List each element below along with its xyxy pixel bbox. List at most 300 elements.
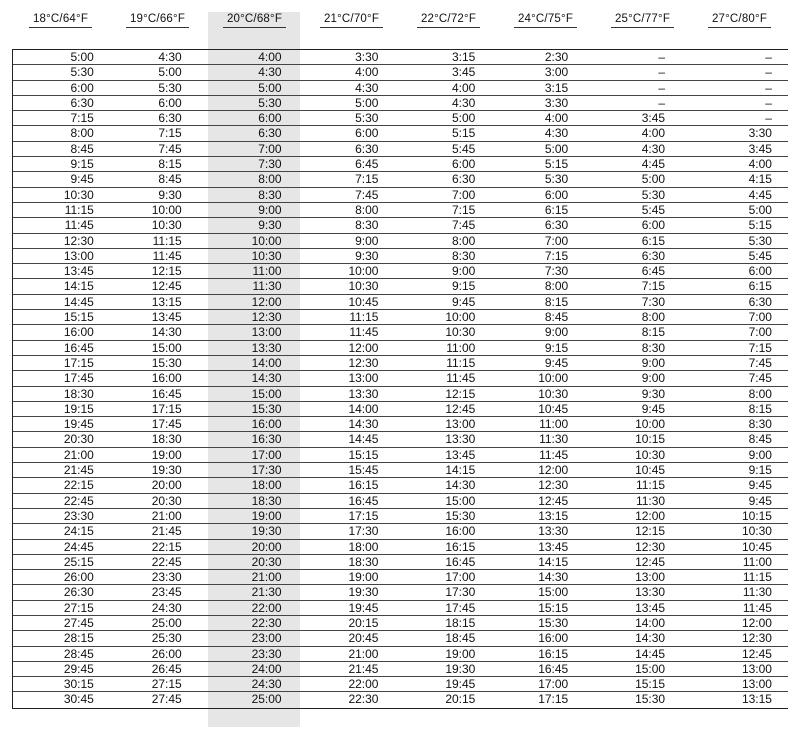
table-cell: 14:30 [348,417,379,432]
table-cell: 16:15 [348,478,379,493]
table-cell: 9:45 [544,355,569,370]
table-row [13,509,788,524]
table-cell: 15:00 [635,661,666,676]
table-cell: 5:30 [70,65,94,80]
table-cell: 13:30 [635,585,666,600]
table-cell: 11:15 [635,478,666,493]
table-cell: 8:15 [748,401,772,416]
table-cell: 10:30 [348,279,379,294]
table-cell: 12:30 [348,355,379,370]
table-cell: 27:15 [151,677,182,692]
table-row [13,371,788,386]
table-cell: 7:15 [641,279,666,294]
table-cell: 17:30 [251,463,282,478]
table-cell: 14:15 [445,463,476,478]
table-cell: 6:00 [641,218,666,233]
table-cell: 22:00 [348,677,379,692]
table-row [13,341,788,356]
table-cell: 4:30 [452,95,476,110]
table-cell: 7:15 [544,248,569,263]
table-cell: 5:15 [544,157,569,172]
header-cell [400,12,497,28]
table-cell: 6:30 [355,141,379,156]
table-cell: 12:45 [538,493,569,508]
table-cell: 10:30 [635,447,666,462]
table-cell: 21:45 [348,661,379,676]
table-row [13,356,788,371]
table-cell: 10:00 [445,310,476,325]
table-cell: 24:30 [251,677,282,692]
table-cell: 11:15 [152,233,182,248]
table-cell: 3:15 [452,50,476,64]
table-row [13,310,788,325]
table-cell: 22:30 [348,692,379,707]
table-row [13,50,788,65]
table-cell: 5:00 [158,65,182,80]
table-cell: 15:15 [348,447,379,462]
table-cell: 11:30 [635,493,666,508]
table-cell: 20:15 [348,615,379,630]
table-cell: 8:00 [544,279,569,294]
table-cell: 5:45 [452,141,476,156]
table-cell: 19:30 [348,585,379,600]
table-cell: 19:30 [151,463,182,478]
table-cell: 16:00 [538,631,569,646]
table-row [13,157,788,172]
table-cell: 7:00 [748,325,772,340]
table-cell: 11:15 [446,355,476,370]
table-cell: 16:45 [538,661,569,676]
table-cell: 15:00 [445,493,476,508]
table-cell: 3:45 [748,141,772,156]
table-cell: 16:45 [445,554,476,569]
table-row [13,540,788,555]
table-row [13,218,788,233]
table-cell: 21:00 [348,646,379,661]
table-row [13,188,788,203]
table-row [13,126,788,141]
table-cell: 5:00 [355,95,379,110]
table-row [13,264,788,279]
table-cell: 23:30 [251,646,282,661]
table-cell: 22:45 [63,493,94,508]
table-cell: 6:30 [641,248,666,263]
table-cell: 15:30 [445,508,476,523]
table-row [13,81,788,96]
table-cell: 18:00 [251,478,282,493]
table-cell: 6:30 [258,126,282,141]
table-cell: 20:15 [445,692,476,707]
table-cell: 5:30 [258,95,282,110]
table-cell: 8:00 [748,386,772,401]
table-cell: 14:15 [63,279,94,294]
table-cell: 3:45 [452,65,476,80]
table-cell: 6:30 [452,172,476,187]
table-cell: 7:30 [544,264,569,279]
table-cell: 5:30 [158,80,182,95]
table-cell: – [765,50,772,64]
table-cell: 9:00 [544,325,569,340]
table-cell: 13:45 [151,310,182,325]
table-cell: 6:15 [641,233,666,248]
table-cell: 24:30 [151,600,182,615]
table-row [13,142,788,157]
table-cell: 7:45 [452,218,476,233]
table-cell: 11:15 [64,202,94,217]
table-cell: 8:30 [258,187,282,202]
table-cell: 12:30 [251,310,282,325]
table-cell: 12:00 [741,615,772,630]
table-cell: 15:00 [151,340,182,355]
table-cell: 11:45 [742,600,772,615]
table-cell: 6:45 [641,264,666,279]
table-cell: 14:00 [251,355,282,370]
table-cell: 21:30 [251,585,282,600]
table-cell: 15:30 [538,615,569,630]
table-cell: 11:45 [539,447,569,462]
table-cell: 28:45 [63,646,94,661]
table-row [13,96,788,111]
table-cell: 8:15 [544,294,569,309]
table-cell: 14:45 [635,646,666,661]
table-cell: 17:00 [445,570,476,585]
table-cell: 19:30 [251,524,282,539]
table-cell: 6:00 [355,126,379,141]
table-cell: 13:30 [348,386,379,401]
table-cell: 16:00 [63,325,94,340]
table-cell: 15:15 [63,310,94,325]
table-cell: 19:15 [63,401,94,416]
table-cell: 10:45 [348,294,379,309]
table-cell: 26:00 [63,570,94,585]
table-row [13,478,788,493]
table-cell: 10:30 [445,325,476,340]
table-cell: 17:45 [151,417,182,432]
table-cell: 13:00 [741,677,772,692]
header-cell [303,12,400,28]
table-cell: 10:00 [251,233,282,248]
table-cell: 10:30 [741,524,772,539]
table-cell: – [765,80,772,95]
table-row [13,387,788,402]
table-cell: 24:15 [63,524,94,539]
table-cell: 20:00 [251,539,282,554]
table-cell: 22:00 [251,600,282,615]
table-cell: 6:00 [70,80,94,95]
time-temperature-table [12,12,788,709]
table-row [13,432,788,447]
table-cell: 6:15 [544,202,569,217]
table-cell: 13:15 [741,692,772,707]
table-cell: 14:15 [538,554,569,569]
table-cell: 4:00 [452,80,476,95]
table-cell: 9:30 [641,386,666,401]
table-cell: 16:15 [538,646,569,661]
table-cell: 8:30 [748,417,772,432]
table-cell: 6:30 [544,218,569,233]
header-cell [691,12,788,28]
table-cell: 5:15 [452,126,476,141]
table-cell: 7:15 [158,126,182,141]
table-cell: 19:30 [445,661,476,676]
table-cell: 14:30 [445,478,476,493]
table-cell: 10:15 [741,508,772,523]
header-18c: 18°C/64°F [29,12,92,28]
table-cell: 15:15 [635,677,666,692]
table-cell: 7:30 [258,157,282,172]
table-row [13,463,788,478]
table-cell: 12:15 [635,524,666,539]
table-cell: 7:00 [258,141,282,156]
table-cell: 13:45 [538,539,569,554]
table-cell: 20:30 [63,432,94,447]
table-cell: 4:00 [748,157,772,172]
table-cell: 23:45 [151,585,182,600]
table-cell: 14:30 [538,570,569,585]
header-27c: 27°C/80°F [708,12,771,28]
table-cell: 15:30 [151,355,182,370]
table-cell: 5:00 [641,172,666,187]
header-20c: 20°C/68°F [223,12,286,28]
table-cell: 9:45 [748,493,772,508]
table-cell: 4:00 [544,111,569,126]
table-cell: 11:15 [742,570,772,585]
table-cell: 10:30 [251,248,282,263]
table-cell: 12:45 [445,401,476,416]
table-cell: 12:00 [348,340,379,355]
table-cell: – [765,95,772,110]
table-cell: 8:00 [452,233,476,248]
table-cell: 6:00 [452,157,476,172]
table-cell: 4:00 [258,50,282,64]
table-cell: 14:00 [348,401,379,416]
table-cell: 17:00 [538,677,569,692]
table-cell: 26:30 [63,585,94,600]
table-cell: 6:30 [70,95,94,110]
table-cell: 18:15 [445,615,476,630]
table-cell: 9:00 [258,202,282,217]
table-row [13,295,788,310]
table-cell: 5:30 [748,233,772,248]
table-cell: 8:30 [452,248,476,263]
table-cell: 10:30 [63,187,94,202]
table-cell: 4:45 [641,157,666,172]
table-cell: 9:15 [544,340,569,355]
table-cell: 3:45 [641,111,666,126]
table-cell: 13:45 [635,600,666,615]
table-cell: 5:15 [748,218,772,233]
table-cell: 7:15 [452,202,476,217]
table-row [13,692,788,707]
table-cell: 11:30 [539,432,569,447]
table-cell: 14:45 [63,294,94,309]
table-cell: 8:45 [544,310,569,325]
table-cell: 28:15 [63,631,94,646]
table-cell: 25:15 [63,554,94,569]
table-cell: 7:15 [355,172,379,187]
table-cell: 8:15 [158,157,182,172]
table-cell: 11:45 [152,248,182,263]
table-row [13,279,788,294]
table-cell: 17:45 [445,600,476,615]
table-cell: 4:00 [641,126,666,141]
table-cell: 23:00 [251,631,282,646]
table-row [13,601,788,616]
table-cell: 22:30 [251,615,282,630]
table-cell: 7:15 [748,340,772,355]
table-cell: 21:00 [151,508,182,523]
table-cell: 26:00 [151,646,182,661]
table-cell: 30:45 [63,692,94,707]
table-cell: 12:15 [445,386,476,401]
table-cell: 19:00 [251,508,282,523]
table-row [13,249,788,264]
table-cell: 17:15 [538,692,569,707]
table-cell: 25:00 [151,615,182,630]
table-cell: 13:30 [445,432,476,447]
table-row [13,555,788,570]
table-cell: 21:00 [63,447,94,462]
table-row [13,234,788,249]
table-cell: 7:00 [748,310,772,325]
table-cell: 19:45 [445,677,476,692]
table-cell: 9:00 [641,355,666,370]
table-cell: 10:45 [741,539,772,554]
table-cell: 9:00 [355,233,379,248]
table-cell: 10:00 [538,371,569,386]
table-cell: 9:15 [452,279,476,294]
table-cell: 13:45 [63,264,94,279]
table-cell: 13:00 [635,570,666,585]
table-cell: 12:30 [741,631,772,646]
table-row [13,172,788,187]
table-cell: 22:45 [151,554,182,569]
table-cell: 6:00 [258,111,282,126]
table-cell: 14:30 [635,631,666,646]
table-cell: 11:00 [742,554,772,569]
table-cell: 12:30 [635,539,666,554]
table-cell: 19:45 [348,600,379,615]
table-row [13,203,788,218]
table-cell: 5:30 [641,187,666,202]
table-cell: 4:30 [641,141,666,156]
table-cell: 18:45 [445,631,476,646]
header-cell [109,12,206,28]
table-row [13,448,788,463]
table-row [13,524,788,539]
table-cell: 22:15 [151,539,182,554]
table-cell: 18:00 [348,539,379,554]
table-cell: 29:45 [63,661,94,676]
header-24c: 24°C/75°F [514,12,577,28]
table-row [13,570,788,585]
table-cell: 11:15 [349,310,379,325]
table-cell: 17:30 [445,585,476,600]
table-cell: 23:30 [151,570,182,585]
table-row [13,616,788,631]
table-cell: 13:30 [251,340,282,355]
table-cell: 9:45 [748,478,772,493]
table-cell: 7:45 [748,355,772,370]
table-cell: 13:00 [348,371,379,386]
table-cell: 8:00 [641,310,666,325]
table-cell: 11:30 [742,585,772,600]
table-cell: 4:15 [748,172,772,187]
table-cell: 15:30 [635,692,666,707]
table-cell: 16:00 [445,524,476,539]
table-row [13,417,788,432]
table-cell: 8:00 [70,126,94,141]
table-cell: 14:30 [151,325,182,340]
table-cell: 17:45 [63,371,94,386]
table-cell: 5:00 [748,202,772,217]
table-row [13,325,788,340]
table-cell: 19:00 [151,447,182,462]
table-cell: 9:30 [258,218,282,233]
table-cell: 20:00 [151,478,182,493]
table-cell: 7:00 [544,233,569,248]
table-cell: 16:15 [445,539,476,554]
table-cell: 6:30 [158,111,182,126]
table-cell: 13:00 [445,417,476,432]
table-body [12,49,788,709]
table-cell: 7:45 [355,187,379,202]
table-cell: 17:15 [348,508,379,523]
table-cell: 6:00 [158,95,182,110]
table-cell: 5:45 [641,202,666,217]
table-cell: 11:30 [252,279,282,294]
header-19c: 19°C/66°F [126,12,189,28]
table-cell: – [658,95,666,110]
table-cell: 16:00 [251,417,282,432]
table-cell: 6:00 [544,187,569,202]
table-cell: 16:45 [151,386,182,401]
table-cell: 18:30 [251,493,282,508]
table-cell: 10:15 [635,432,666,447]
header-row [12,12,788,30]
table-cell: 12:45 [741,646,772,661]
table-cell: 13:30 [538,524,569,539]
table-cell: 8:45 [158,172,182,187]
table-cell: 15:30 [251,401,282,416]
table-cell: 15:15 [538,600,569,615]
table-cell: 25:30 [151,631,182,646]
table-cell: 9:30 [158,187,182,202]
table-cell: 8:45 [748,432,772,447]
table-cell: 8:30 [355,218,379,233]
table-cell: 9:15 [70,157,94,172]
table-cell: 12:30 [63,233,94,248]
table-cell: 10:30 [538,386,569,401]
table-cell: 9:45 [452,294,476,309]
table-cell: 13:45 [445,447,476,462]
table-cell: 8:30 [641,340,666,355]
table-row [13,662,788,677]
table-cell: 27:45 [63,615,94,630]
table-cell: 17:15 [63,355,94,370]
table-cell: 21:45 [63,463,94,478]
table-cell: 6:30 [748,294,772,309]
table-cell: 15:00 [251,386,282,401]
table-cell: 12:15 [151,264,182,279]
table-cell: 8:15 [641,325,666,340]
table-cell: 9:15 [748,463,772,478]
table-cell: 5:00 [70,50,94,64]
table-cell: 16:45 [348,493,379,508]
header-cell [12,12,109,28]
table-cell: 6:45 [355,157,379,172]
table-cell: 22:15 [63,478,94,493]
